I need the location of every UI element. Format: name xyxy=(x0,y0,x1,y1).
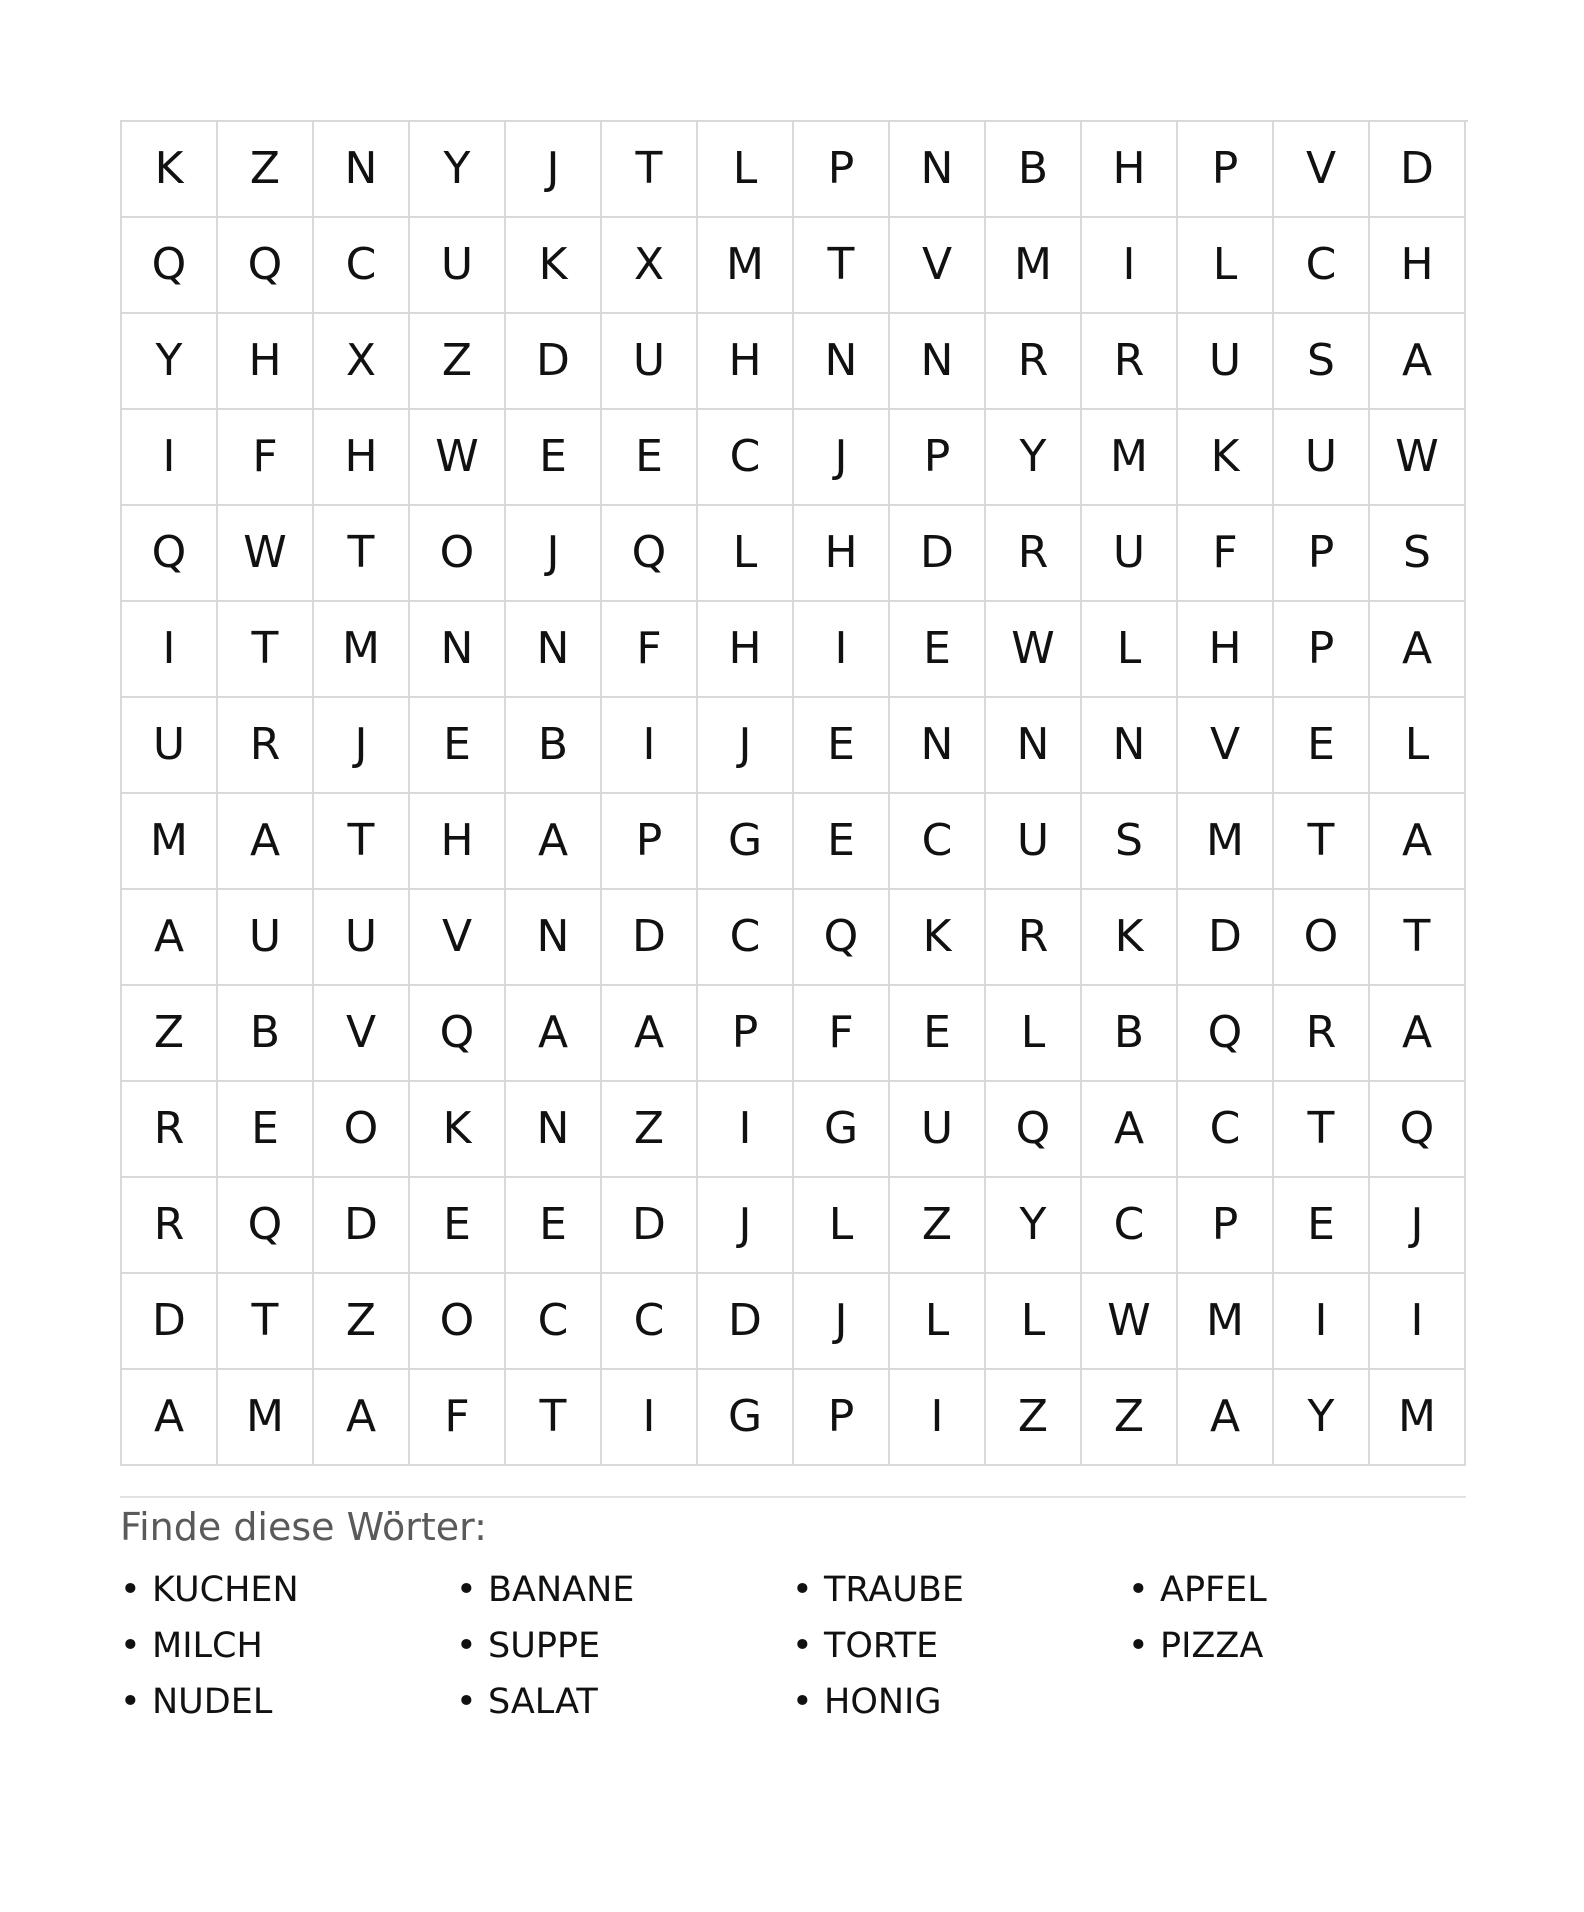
grid-cell[interactable]: T xyxy=(1274,1082,1370,1178)
grid-cell[interactable]: D xyxy=(602,890,698,986)
grid-cell[interactable]: V xyxy=(314,986,410,1082)
grid-cell[interactable]: H xyxy=(314,410,410,506)
grid-cell[interactable]: A xyxy=(602,986,698,1082)
grid-cell[interactable]: E xyxy=(890,602,986,698)
grid-cell[interactable]: K xyxy=(410,1082,506,1178)
bullet-icon: • xyxy=(120,1570,141,1610)
word-list-item xyxy=(456,1674,792,1730)
grid-cell[interactable]: A xyxy=(122,1370,218,1466)
grid-cell[interactable]: R xyxy=(986,890,1082,986)
grid-cell[interactable]: W xyxy=(218,506,314,602)
grid-cell[interactable]: J xyxy=(506,122,602,218)
grid-cell[interactable]: A xyxy=(506,794,602,890)
grid-cell[interactable]: T xyxy=(314,506,410,602)
bullet-icon: • xyxy=(456,1626,477,1666)
word-search-puzzle xyxy=(120,120,1468,1730)
word-list-item xyxy=(456,1618,792,1674)
grid-cell[interactable]: N xyxy=(1082,698,1178,794)
grid-cell[interactable]: I xyxy=(1274,1274,1370,1370)
grid-cell[interactable]: T xyxy=(602,122,698,218)
grid-cell[interactable]: E xyxy=(1274,698,1370,794)
grid-cell[interactable]: R xyxy=(218,698,314,794)
grid-cell[interactable]: A xyxy=(1370,602,1466,698)
grid-cell[interactable]: G xyxy=(698,794,794,890)
bullet-icon: • xyxy=(456,1570,477,1610)
grid-cell[interactable]: H xyxy=(794,506,890,602)
grid-cell[interactable]: C xyxy=(1082,1178,1178,1274)
word-label: TRAUBE xyxy=(824,1570,964,1610)
bullet-icon: • xyxy=(120,1626,141,1666)
grid-cell[interactable]: C xyxy=(698,410,794,506)
word-list-item xyxy=(120,1674,456,1730)
grid-cell[interactable]: Q xyxy=(1178,986,1274,1082)
word-label: PIZZA xyxy=(1160,1626,1264,1666)
grid-cell[interactable]: Z xyxy=(410,314,506,410)
word-list-item xyxy=(792,1562,1128,1618)
grid-cell[interactable]: P xyxy=(1274,506,1370,602)
grid-cell[interactable]: D xyxy=(1370,122,1466,218)
grid-cell[interactable]: M xyxy=(218,1370,314,1466)
bullet-icon: • xyxy=(792,1682,813,1722)
grid-cell[interactable]: B xyxy=(218,986,314,1082)
grid-cell[interactable]: A xyxy=(1370,314,1466,410)
grid-cell[interactable]: Q xyxy=(122,506,218,602)
grid-cell[interactable]: L xyxy=(986,986,1082,1082)
grid-cell[interactable]: P xyxy=(1178,1178,1274,1274)
grid-cell[interactable]: F xyxy=(218,410,314,506)
grid-cell[interactable]: I xyxy=(698,1082,794,1178)
bullet-icon: • xyxy=(792,1570,813,1610)
grid-cell[interactable]: L xyxy=(698,122,794,218)
grid-cell[interactable]: D xyxy=(698,1274,794,1370)
word-list-item xyxy=(792,1674,1128,1730)
grid-cell[interactable]: O xyxy=(410,506,506,602)
grid-cell[interactable]: O xyxy=(314,1082,410,1178)
grid-cell[interactable]: X xyxy=(602,218,698,314)
grid-cell[interactable]: Z xyxy=(314,1274,410,1370)
word-list-item xyxy=(1128,1618,1464,1674)
word-label: APFEL xyxy=(1160,1570,1267,1610)
grid-cell[interactable]: U xyxy=(410,218,506,314)
grid-cell[interactable]: Q xyxy=(218,1178,314,1274)
grid-cell[interactable]: J xyxy=(794,1274,890,1370)
grid-cell[interactable]: V xyxy=(410,890,506,986)
grid-cell[interactable]: M xyxy=(1082,410,1178,506)
grid-cell[interactable]: U xyxy=(314,890,410,986)
word-label: HONIG xyxy=(824,1682,942,1722)
grid-cell[interactable]: R xyxy=(986,506,1082,602)
grid-cell[interactable]: U xyxy=(602,314,698,410)
grid-cell[interactable]: R xyxy=(122,1178,218,1274)
grid-cell[interactable]: L xyxy=(794,1178,890,1274)
grid-cell[interactable]: L xyxy=(986,1274,1082,1370)
grid-cell[interactable]: A xyxy=(218,794,314,890)
grid-cell[interactable]: L xyxy=(698,506,794,602)
grid-cell[interactable]: R xyxy=(1274,986,1370,1082)
word-list-item xyxy=(1128,1562,1464,1618)
grid-cell[interactable]: F xyxy=(794,986,890,1082)
grid-cell[interactable]: Z xyxy=(1082,1370,1178,1466)
grid-cell[interactable]: S xyxy=(1082,794,1178,890)
grid-cell[interactable]: U xyxy=(986,794,1082,890)
grid-cell[interactable]: X xyxy=(314,314,410,410)
grid-cell[interactable]: K xyxy=(1082,890,1178,986)
grid-cell[interactable]: N xyxy=(890,314,986,410)
grid-cell[interactable]: N xyxy=(890,122,986,218)
grid-cell[interactable]: P xyxy=(1274,602,1370,698)
grid-cell[interactable]: B xyxy=(1082,986,1178,1082)
grid-cell[interactable]: E xyxy=(506,1178,602,1274)
grid-cell[interactable]: L xyxy=(1082,602,1178,698)
grid-cell[interactable]: Y xyxy=(1274,1370,1370,1466)
grid-cell[interactable]: N xyxy=(506,1082,602,1178)
word-label: NUDEL xyxy=(152,1682,273,1722)
grid-cell[interactable]: Q xyxy=(986,1082,1082,1178)
grid-cell[interactable]: T xyxy=(1274,794,1370,890)
word-label: SUPPE xyxy=(488,1626,601,1666)
grid-cell[interactable]: L xyxy=(1178,218,1274,314)
grid-cell[interactable]: T xyxy=(1370,890,1466,986)
grid-cell[interactable]: N xyxy=(890,698,986,794)
grid-cell[interactable]: E xyxy=(410,1178,506,1274)
grid-cell[interactable]: A xyxy=(122,890,218,986)
grid-cell[interactable]: J xyxy=(1370,1178,1466,1274)
grid-cell[interactable]: T xyxy=(218,602,314,698)
grid-cell[interactable]: H xyxy=(698,602,794,698)
grid-cell[interactable]: N xyxy=(506,602,602,698)
bullet-icon: • xyxy=(1128,1570,1149,1610)
grid-cell[interactable]: Y xyxy=(986,410,1082,506)
letter-grid xyxy=(120,120,1468,1466)
grid-cell[interactable]: N xyxy=(986,698,1082,794)
grid-cell[interactable]: S xyxy=(1274,314,1370,410)
grid-cell[interactable]: I xyxy=(602,698,698,794)
grid-cell[interactable]: I xyxy=(890,1370,986,1466)
word-list-item xyxy=(792,1618,1128,1674)
grid-cell[interactable]: M xyxy=(122,794,218,890)
grid-cell[interactable]: E xyxy=(794,794,890,890)
grid-cell[interactable]: P xyxy=(794,122,890,218)
word-list xyxy=(120,1562,1464,1730)
grid-cell[interactable]: R xyxy=(986,314,1082,410)
grid-cell[interactable]: J xyxy=(794,410,890,506)
bullet-icon: • xyxy=(456,1682,477,1722)
grid-cell[interactable]: P xyxy=(1178,122,1274,218)
grid-cell[interactable]: M xyxy=(986,218,1082,314)
grid-cell[interactable]: E xyxy=(410,698,506,794)
grid-cell[interactable]: T xyxy=(506,1370,602,1466)
grid-cell[interactable]: G xyxy=(794,1082,890,1178)
grid-cell[interactable]: F xyxy=(410,1370,506,1466)
grid-cell[interactable]: T xyxy=(218,1274,314,1370)
grid-cell[interactable]: E xyxy=(890,986,986,1082)
grid-cell[interactable]: U xyxy=(1274,410,1370,506)
grid-cell[interactable]: I xyxy=(602,1370,698,1466)
divider xyxy=(120,1496,1466,1498)
grid-cell[interactable]: U xyxy=(890,1082,986,1178)
grid-cell[interactable]: K xyxy=(506,218,602,314)
grid-cell[interactable]: P xyxy=(794,1370,890,1466)
grid-cell[interactable]: Z xyxy=(602,1082,698,1178)
grid-cell[interactable]: H xyxy=(1178,602,1274,698)
grid-cell[interactable]: A xyxy=(1082,1082,1178,1178)
grid-cell[interactable]: U xyxy=(1178,314,1274,410)
grid-cell[interactable]: A xyxy=(314,1370,410,1466)
grid-cell[interactable]: Q xyxy=(218,218,314,314)
grid-cell[interactable]: D xyxy=(314,1178,410,1274)
grid-cell[interactable]: F xyxy=(602,602,698,698)
grid-cell[interactable]: P xyxy=(602,794,698,890)
word-list-item xyxy=(456,1562,792,1618)
grid-cell[interactable]: U xyxy=(122,698,218,794)
grid-cell[interactable]: O xyxy=(410,1274,506,1370)
grid-cell[interactable]: D xyxy=(1178,890,1274,986)
grid-cell[interactable]: Q xyxy=(1370,1082,1466,1178)
grid-cell[interactable]: H xyxy=(410,794,506,890)
grid-cell[interactable]: T xyxy=(794,218,890,314)
grid-cell[interactable]: M xyxy=(1370,1370,1466,1466)
grid-cell[interactable]: H xyxy=(1370,218,1466,314)
bullet-icon: • xyxy=(1128,1626,1149,1666)
grid-cell[interactable]: I xyxy=(122,602,218,698)
word-label: KUCHEN xyxy=(152,1570,299,1610)
grid-cell[interactable]: Q xyxy=(602,506,698,602)
grid-cell[interactable]: C xyxy=(698,890,794,986)
grid-cell[interactable]: I xyxy=(1082,218,1178,314)
grid-cell[interactable]: I xyxy=(794,602,890,698)
grid-cell[interactable]: N xyxy=(314,122,410,218)
grid-cell[interactable]: Q xyxy=(122,218,218,314)
grid-cell[interactable]: G xyxy=(698,1370,794,1466)
word-list-item xyxy=(120,1618,456,1674)
grid-cell[interactable]: C xyxy=(890,794,986,890)
grid-cell[interactable]: M xyxy=(1178,1274,1274,1370)
grid-cell[interactable]: R xyxy=(122,1082,218,1178)
grid-cell[interactable]: W xyxy=(1370,410,1466,506)
grid-cell[interactable]: N xyxy=(794,314,890,410)
grid-cell[interactable]: W xyxy=(1082,1274,1178,1370)
grid-cell[interactable]: C xyxy=(1178,1082,1274,1178)
grid-cell[interactable]: Z xyxy=(218,122,314,218)
grid-cell[interactable]: N xyxy=(506,890,602,986)
bullet-icon: • xyxy=(120,1682,141,1722)
grid-cell[interactable]: Z xyxy=(122,986,218,1082)
grid-cell[interactable]: B xyxy=(506,698,602,794)
grid-cell[interactable]: A xyxy=(1370,986,1466,1082)
grid-cell[interactable]: Q xyxy=(794,890,890,986)
grid-cell[interactable]: V xyxy=(1178,698,1274,794)
grid-cell[interactable]: V xyxy=(890,218,986,314)
grid-cell[interactable]: U xyxy=(218,890,314,986)
grid-cell[interactable]: H xyxy=(218,314,314,410)
grid-cell[interactable]: O xyxy=(1274,890,1370,986)
grid-cell[interactable]: P xyxy=(890,410,986,506)
grid-cell[interactable]: T xyxy=(314,794,410,890)
grid-cell[interactable]: M xyxy=(698,218,794,314)
grid-cell[interactable]: Y xyxy=(122,314,218,410)
grid-cell[interactable]: D xyxy=(506,314,602,410)
grid-cell[interactable]: E xyxy=(1274,1178,1370,1274)
grid-cell[interactable]: J xyxy=(506,506,602,602)
bullet-icon: • xyxy=(792,1626,813,1666)
grid-cell[interactable]: J xyxy=(314,698,410,794)
grid-cell[interactable]: R xyxy=(1082,314,1178,410)
grid-cell[interactable]: D xyxy=(890,506,986,602)
grid-cell[interactable]: J xyxy=(698,1178,794,1274)
grid-cell[interactable]: M xyxy=(314,602,410,698)
grid-cell[interactable]: H xyxy=(1082,122,1178,218)
grid-cell[interactable]: S xyxy=(1370,506,1466,602)
grid-cell[interactable]: Y xyxy=(410,122,506,218)
grid-cell[interactable]: K xyxy=(890,890,986,986)
grid-cell[interactable]: L xyxy=(890,1274,986,1370)
grid-cell[interactable]: D xyxy=(122,1274,218,1370)
word-label: BANANE xyxy=(488,1570,635,1610)
grid-cell[interactable]: E xyxy=(794,698,890,794)
grid-cell[interactable]: C xyxy=(314,218,410,314)
grid-cell[interactable]: K xyxy=(122,122,218,218)
grid-cell[interactable]: D xyxy=(602,1178,698,1274)
word-list-title: Finde diese Wörter: xyxy=(120,1505,487,1549)
grid-cell[interactable]: E xyxy=(602,410,698,506)
grid-cell[interactable]: M xyxy=(1178,794,1274,890)
grid-cell[interactable]: Z xyxy=(986,1370,1082,1466)
grid-cell[interactable]: E xyxy=(218,1082,314,1178)
word-label: SALAT xyxy=(488,1682,598,1722)
grid-cell[interactable]: W xyxy=(410,410,506,506)
grid-cell[interactable]: E xyxy=(506,410,602,506)
grid-cell[interactable]: W xyxy=(986,602,1082,698)
grid-cell[interactable]: A xyxy=(1178,1370,1274,1466)
grid-cell[interactable]: V xyxy=(1274,122,1370,218)
grid-cell[interactable]: C xyxy=(506,1274,602,1370)
grid-cell[interactable]: N xyxy=(410,602,506,698)
grid-cell[interactable]: H xyxy=(698,314,794,410)
grid-cell[interactable]: C xyxy=(1274,218,1370,314)
grid-cell[interactable]: I xyxy=(122,410,218,506)
grid-cell[interactable]: A xyxy=(506,986,602,1082)
grid-cell[interactable]: F xyxy=(1178,506,1274,602)
grid-cell[interactable]: J xyxy=(698,698,794,794)
grid-cell[interactable]: L xyxy=(1370,698,1466,794)
grid-cell[interactable]: B xyxy=(986,122,1082,218)
word-list-item xyxy=(120,1562,456,1618)
grid-cell[interactable]: Y xyxy=(986,1178,1082,1274)
grid-cell[interactable]: A xyxy=(1370,794,1466,890)
grid-cell[interactable]: P xyxy=(698,986,794,1082)
word-label: TORTE xyxy=(824,1626,939,1666)
grid-cell[interactable]: Z xyxy=(890,1178,986,1274)
grid-cell[interactable]: K xyxy=(1178,410,1274,506)
grid-cell[interactable]: U xyxy=(1082,506,1178,602)
word-label: MILCH xyxy=(152,1626,263,1666)
grid-cell[interactable]: C xyxy=(602,1274,698,1370)
grid-cell[interactable]: Q xyxy=(410,986,506,1082)
grid-cell[interactable]: I xyxy=(1370,1274,1466,1370)
